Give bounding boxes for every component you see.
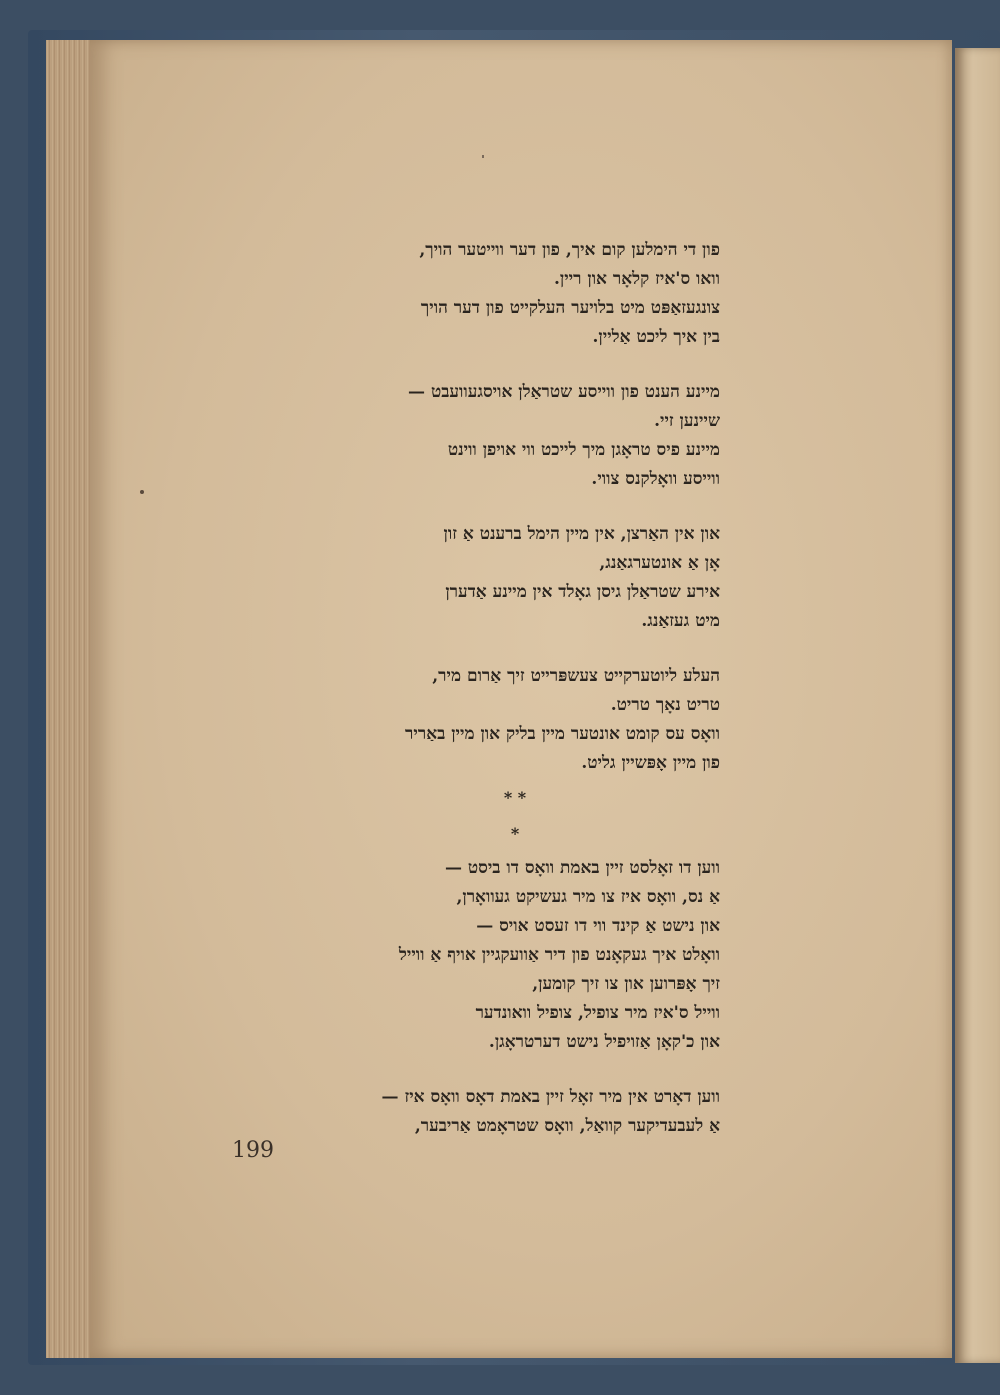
stanza [270,236,720,352]
poem-line: אָן אַ אונטערגאַנג, [599,553,720,573]
poem-line: מיינע הענט פון ווייסע שטראַלן אויסגעוועבט — [408,382,720,402]
poem-line: ווען דו זאָלסט זיין באמת וואָס דו ביסט — [444,858,720,878]
poem-top [270,236,720,804]
poem-line: צונגעזאַפּט מיט בלויער העלקייט פון דער הויך [420,298,720,318]
poem-line: און כ'קאָן אַזויפיל נישט דערטראָגן. [488,1032,720,1052]
stanza [270,662,720,778]
page-number: 199 [232,1138,274,1163]
separator-stars: * * [503,788,527,807]
poem-line: און אין האַרצן, אין מיין הימל ברענט אַ זון [443,524,720,544]
stanza [270,854,720,1057]
poem-line: און נישט אַ קינד ווי דו זעסט אויס — [476,916,720,936]
poem-line: וואָלט איך געקאָנט פון דיר אַוועקגיין אויף אַ ווייל [398,945,720,965]
poem-bottom [270,854,720,1167]
poem-line: פון מיין אָפּשיין גליט. [581,753,720,773]
poem-line: ווייל ס'איז מיר צופיל, צופיל וואונדער [475,1003,720,1023]
poem-line: וואָס עס קומט אונטער מיין בליק און מיין באַריר [405,724,720,744]
poem-line: טריט נאָך טריט. [610,695,720,715]
page-speck [482,155,484,158]
poem-line: אַ לעבעדיקער קוואַל, וואָס שטראָמט אַריבער, [414,1116,720,1136]
poem-line: בין איך ליכט אַליין. [592,327,720,347]
stanza [270,378,720,494]
poem-line: ווייסע וואָלקנס צווי. [591,469,720,489]
poem-line: מיט געזאַנג. [641,611,720,631]
page-speck [140,490,144,494]
poem-line: שיינען זיי. [654,411,720,431]
poem-line: אַ נס, וואָס איז צו מיר געשיקט געוואָרן, [456,887,720,907]
poem-line: מיינע פיס טראָגן מיך לייכט ווי אויפן ווינט [447,440,720,460]
stanza [270,520,720,636]
poem-line: ווען דאָרט אין מיר זאָל זיין באמת דאָס וואָס איז — [381,1087,720,1107]
poem-line: זיך אָפּרוען און צו זיך קומען, [532,974,720,994]
poem-line: אירע שטראַלן גיסן גאָלד אין מיינע אַדערן [445,582,720,602]
facing-page-edge [955,48,1000,1363]
separator-star: * [510,824,520,843]
poem-line: וואו ס'איז קלאָר און ריין. [553,269,720,289]
section-separator [490,780,540,852]
poem-line: פון די הימלען קום איך, פון דער ווייטער הויך, [419,240,720,260]
stanza [270,1083,720,1141]
poem-line: העלע ליוטערקייט צעשפּרייט זיך אַרום מיר, [432,666,720,686]
